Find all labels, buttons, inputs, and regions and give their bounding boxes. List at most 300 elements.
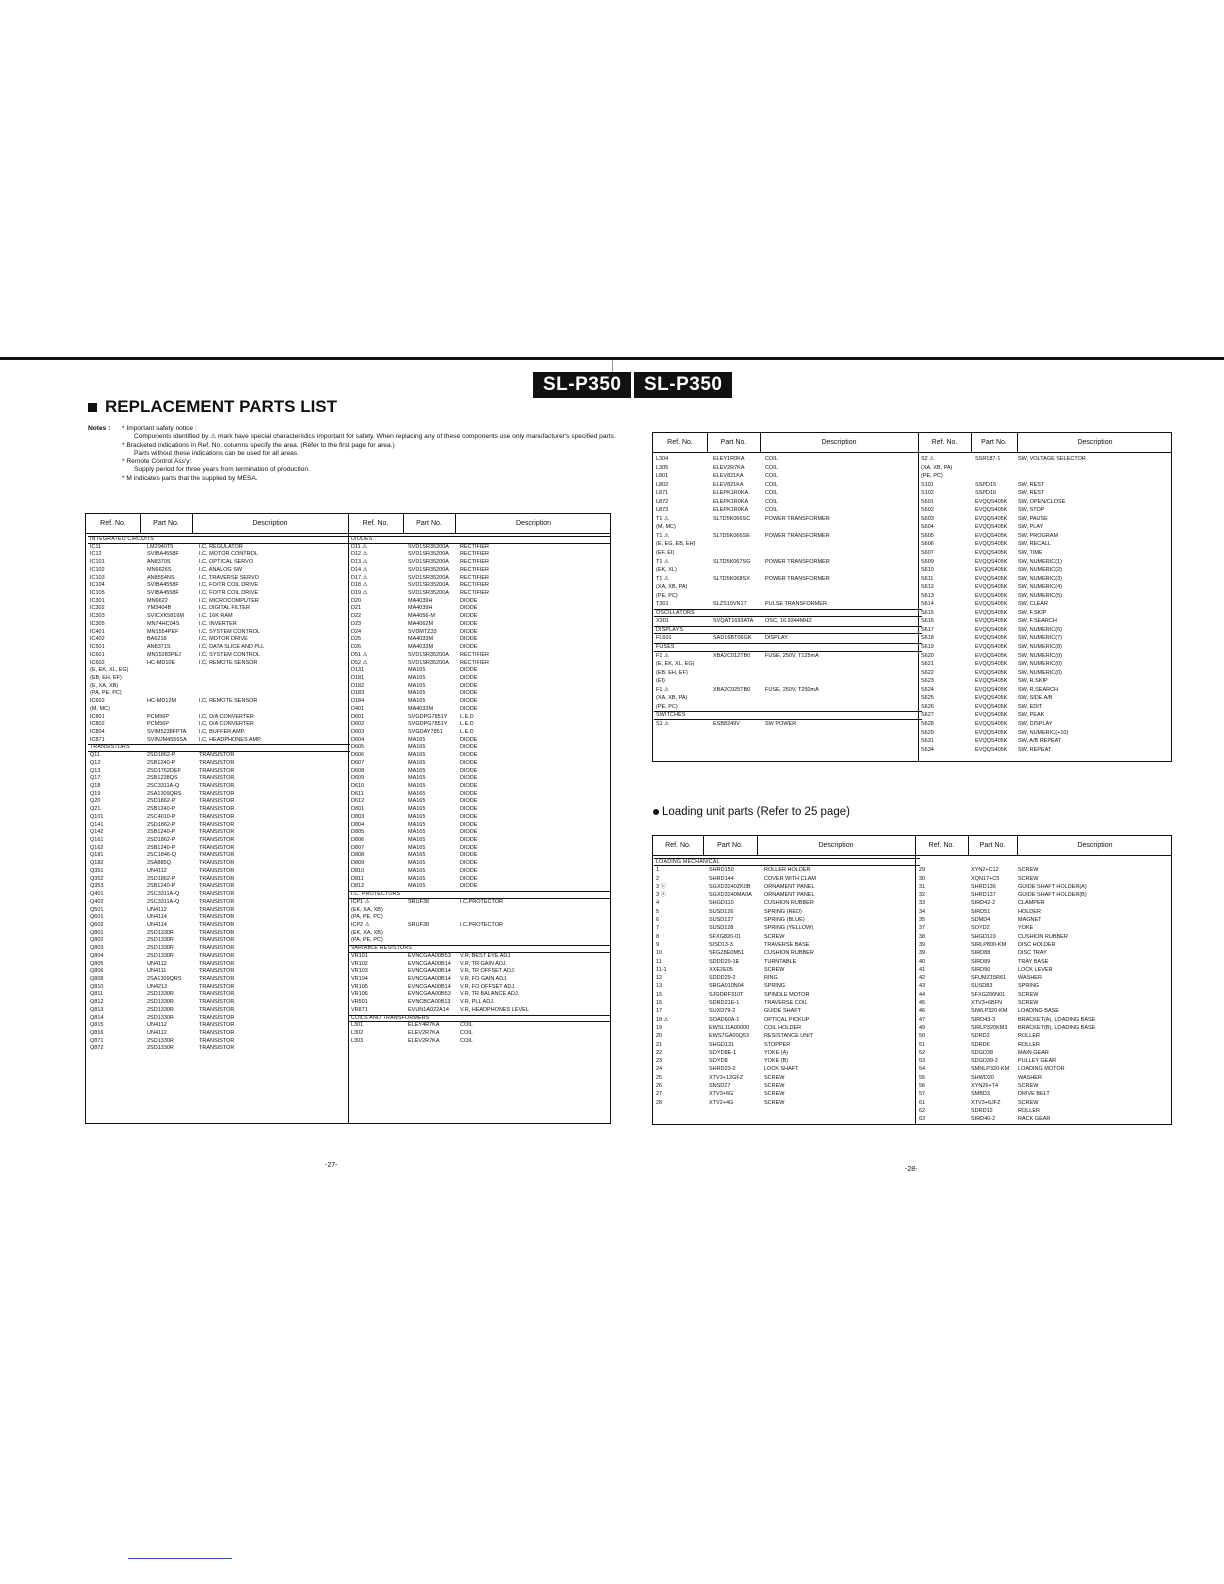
- part-number: SSPD16: [975, 490, 997, 497]
- ref-number: 63: [919, 1116, 926, 1123]
- ref-number: Q161: [90, 837, 104, 844]
- table-row: [656, 464, 920, 473]
- table-row: [656, 472, 920, 481]
- table-row: [90, 613, 348, 621]
- ref-number: Q18: [90, 783, 101, 789]
- ref-number: (E, XA, XB): [90, 682, 119, 689]
- part-number: XTV2+4G: [709, 1099, 734, 1106]
- part-number: SVQAT1693ATA: [713, 618, 754, 625]
- part-description: DIODE: [460, 705, 478, 712]
- part-number: MA165: [408, 844, 426, 851]
- column-header-ref: Ref. No.: [665, 842, 691, 849]
- part-description: COIL: [765, 473, 778, 480]
- part-number: SJGDRF310T: [709, 991, 744, 998]
- part-description: I.C, SYSTEM CONTROL: [199, 628, 261, 635]
- ref-number: T301: [656, 601, 669, 608]
- ref-number: 53: [919, 1058, 926, 1065]
- part-number: XBA2C025TB0: [713, 686, 751, 693]
- part-number: SIWLP320-KM: [971, 1008, 1008, 1015]
- ref-number: S604: [921, 524, 934, 531]
- part-description: SW, NUMERIC(+10): [1018, 729, 1069, 736]
- part-number: SFXG820-01: [709, 933, 742, 940]
- table-row: [90, 706, 348, 714]
- subtitle-text: Loading unit parts (Refer to 25 page): [662, 806, 850, 818]
- part-number: SFUMZ15R61: [971, 975, 1007, 982]
- part-description: COIL: [765, 456, 778, 462]
- ref-number: VR501: [351, 999, 368, 1006]
- part-description: DIODE: [460, 636, 478, 643]
- header-divider: [192, 514, 193, 534]
- ref-number: S626: [921, 703, 934, 710]
- ref-number: 39: [919, 941, 926, 948]
- part-number: MA165: [408, 698, 426, 705]
- table-row: [90, 729, 348, 737]
- part-number: MN74HC04S: [147, 620, 180, 627]
- ref-number: Q101: [90, 813, 104, 820]
- ref-number: 52: [919, 1049, 926, 1056]
- table-row: [919, 858, 1172, 866]
- ref-number: 32: [919, 892, 926, 899]
- ref-number: 44: [919, 991, 926, 998]
- ref-number: (XA, XB, PA): [921, 464, 953, 471]
- table-row: [351, 590, 609, 598]
- part-description: TRANSISTOR: [199, 1037, 235, 1044]
- part-number: UN4111: [147, 968, 167, 975]
- part-number: XXE2E05: [709, 966, 733, 973]
- table-row: [919, 866, 1172, 874]
- header-divider: [971, 433, 972, 453]
- table-row: [90, 714, 348, 722]
- note-line: Components identified by ⚠ mark have special characteristics important for safety. When replacing any of these components use only manufacturer's specified parts.: [134, 433, 616, 441]
- ref-number: L802: [656, 481, 669, 488]
- part-number: SRUF38: [408, 898, 430, 905]
- part-number: SLTD5K066SE: [713, 532, 750, 539]
- part-description: TRANSISTOR: [199, 952, 235, 959]
- ref-number: IC105: [90, 590, 105, 597]
- table-row: [656, 958, 918, 966]
- part-description: TRANSISTOR: [199, 783, 235, 789]
- part-description: V.R, FO OFFSET ADJ.: [460, 983, 516, 990]
- part-description: I.C, MOTOR DRIVE: [199, 636, 248, 643]
- ref-number: 47: [919, 1016, 926, 1023]
- table-row: [656, 1032, 918, 1040]
- part-description: RECTIFIER: [460, 582, 490, 589]
- part-description: SW, NUMERIC(7): [1018, 635, 1062, 642]
- part-description: I.C, BUFFER AMP.: [199, 728, 246, 735]
- ref-number: (EK, XA, XB): [351, 929, 383, 936]
- table-row: [921, 746, 1172, 755]
- part-description: SW, OPEN/CLOSE: [1018, 498, 1066, 505]
- part-description: SW, PAUSE: [1018, 515, 1048, 522]
- part-number: 2SD1862-P: [147, 837, 176, 844]
- ref-number: T1 ⚠: [656, 575, 669, 582]
- table-row: [351, 837, 609, 845]
- notes-label: Notes :: [88, 425, 111, 432]
- ref-number: 17: [656, 1008, 663, 1015]
- part-number: ELEPK1R0KA: [713, 490, 749, 497]
- part-description: DIODE: [460, 682, 478, 689]
- part-description: DIODE: [460, 667, 478, 674]
- part-number: UN4112: [147, 1022, 167, 1029]
- part-description: SCREW: [764, 1091, 785, 1098]
- table-row: [656, 540, 920, 549]
- ref-number: D602: [351, 721, 365, 728]
- ref-number: (E, EK, XL, EG): [90, 667, 129, 674]
- table-row: [656, 506, 920, 515]
- ref-number: 55: [919, 1074, 926, 1081]
- part-description: SCREW: [1018, 1000, 1039, 1007]
- table-row: [351, 1030, 609, 1038]
- table-row: [90, 598, 348, 606]
- table-row: [656, 899, 918, 907]
- ref-number: 56: [919, 1083, 926, 1090]
- ref-number: Q813: [90, 1006, 104, 1013]
- column-divider: [348, 514, 349, 1123]
- ref-number: IC103: [90, 574, 105, 581]
- table-row: [919, 999, 1172, 1007]
- part-number: 2SC3311A-Q: [147, 783, 180, 789]
- part-description: SW, VOLTAGE SELECTOR: [1018, 456, 1086, 462]
- table-row: [351, 683, 609, 691]
- table-row: [921, 540, 1172, 549]
- column-header-ref: Ref. No.: [362, 520, 389, 527]
- part-description: LOCK SHAFT: [764, 1066, 799, 1073]
- column-header-desc: Description: [515, 520, 551, 527]
- part-number: EVQQS405K: [975, 507, 1008, 514]
- part-description: DIODE: [460, 613, 478, 620]
- part-number: SVD1SR35200A: [408, 574, 449, 581]
- table-row: [919, 891, 1172, 899]
- table-row: [656, 974, 918, 982]
- part-description: TRANSISTOR: [199, 790, 235, 797]
- table-row: [656, 875, 918, 883]
- section-heading: TRANSISTORS: [90, 744, 348, 752]
- part-number: UN4112: [147, 906, 167, 913]
- part-description: GUIDE SHAFT: [764, 1008, 801, 1015]
- part-description: RECTIFIER: [460, 566, 490, 573]
- table-row: [656, 669, 920, 678]
- part-number: 2SD1330R: [147, 991, 174, 998]
- ref-number: D181: [351, 674, 365, 681]
- part-number: SRUF38: [408, 921, 430, 928]
- part-description: CUSHION RUBBER: [1018, 933, 1068, 940]
- ref-number: IC602: [90, 698, 105, 705]
- table-row: [656, 966, 918, 974]
- part-description: V.R, TR BALANCE ADJ.: [460, 991, 520, 998]
- part-description: SW, STOP: [1018, 507, 1045, 514]
- ref-number: Q803: [90, 945, 104, 952]
- table-row: [656, 866, 918, 874]
- part-number: EVQQS405K: [975, 678, 1008, 685]
- table-row: [351, 899, 609, 907]
- part-number: 2SD1862-P: [147, 752, 176, 759]
- part-number: EVQQS405K: [975, 669, 1008, 676]
- model-banner-left: SL-P350: [533, 372, 631, 398]
- part-description: SW, R.SEARCH: [1018, 686, 1059, 693]
- part-description: TRANSISTOR: [199, 937, 235, 944]
- part-description: SPRING (YELLOW): [764, 925, 814, 932]
- part-description: SPINDLE MOTOR: [764, 991, 810, 998]
- table-row: [351, 737, 609, 745]
- part-number: EVQQS405K: [975, 609, 1008, 616]
- loading-unit-subtitle: [653, 806, 850, 818]
- part-number: ELEPK1R0KA: [713, 498, 749, 505]
- ref-number: 33: [919, 900, 926, 907]
- table-row: [90, 883, 348, 891]
- part-number: MA4039H: [408, 605, 433, 612]
- note-line: Parts without these indications can be used for all areas.: [134, 449, 299, 457]
- part-number: EVQQS405K: [975, 584, 1008, 591]
- table-row: [921, 575, 1172, 584]
- part-number: XTV3+6JFZ: [971, 1099, 1001, 1106]
- table-row: [351, 644, 609, 652]
- part-description: I.C, MICROCOMPUTER: [199, 597, 259, 604]
- part-number: MA165: [408, 667, 426, 674]
- ref-number: 61: [919, 1099, 926, 1106]
- ref-number: Q17: [90, 775, 101, 782]
- table-row: [656, 575, 920, 584]
- table-row: [919, 933, 1172, 941]
- ref-number: D52 ⚠: [351, 659, 368, 666]
- part-number: SVDMTZ33: [408, 628, 437, 635]
- table-row: [921, 472, 1172, 481]
- table-row: [656, 1099, 918, 1107]
- table-row: [919, 1115, 1172, 1123]
- ref-number: VR104: [351, 975, 368, 982]
- part-description: YOKE (B): [764, 1058, 789, 1065]
- part-description: DIODE: [460, 798, 478, 805]
- table-row: [90, 937, 348, 945]
- part-number: EVQQS405K: [975, 524, 1008, 531]
- ref-number: D611: [351, 790, 364, 797]
- part-number: 2SD1330R: [147, 945, 174, 952]
- table-row: [90, 814, 348, 822]
- ref-number: S1 ⚠: [656, 720, 670, 727]
- part-number: SIRD51: [971, 908, 991, 915]
- ref-number: F1 ⚠: [656, 686, 669, 693]
- part-description: OSC, 16.9344MHZ: [765, 618, 812, 625]
- table-row: [656, 1074, 918, 1082]
- section-heading: COILS AND TRANSFORMERS: [351, 1015, 609, 1023]
- table-row: [656, 720, 920, 729]
- ref-number: S613: [921, 592, 934, 599]
- part-description: TRANSISTOR: [199, 1045, 235, 1052]
- table-row: [351, 999, 609, 1007]
- table-row: [351, 976, 609, 984]
- part-description: TRANSISTOR: [199, 883, 235, 890]
- part-description: I.C, TRAVERSE SERVO: [199, 574, 259, 581]
- part-description: TRANSISTOR: [199, 767, 235, 774]
- part-description: SW, R.SKIP: [1018, 678, 1048, 685]
- part-description: SW, NUMERIC(9): [1018, 652, 1062, 659]
- part-number: MN6626S: [147, 566, 172, 573]
- part-number: SVICXK5816M: [147, 613, 184, 620]
- table-row: [656, 916, 918, 924]
- table-row: [90, 829, 348, 837]
- part-description: TRANSISTOR: [199, 860, 235, 867]
- part-description: SW, NUMERIC(3): [1018, 575, 1062, 582]
- part-description: DIODE: [460, 860, 478, 867]
- part-description: STOPPER: [764, 1041, 791, 1048]
- part-description: DIODE: [460, 644, 478, 651]
- part-description: DISPLAY: [765, 635, 788, 642]
- ref-number: IC101: [90, 559, 105, 566]
- part-description: RECTIFIER: [460, 543, 490, 550]
- part-description: OPTICAL PICKUP: [764, 1016, 810, 1023]
- part-number: MA165: [408, 744, 426, 751]
- table-row: [90, 914, 348, 922]
- part-description: I.C, D/A CONVERTER: [199, 721, 254, 728]
- ref-number: D601: [351, 713, 365, 720]
- table-row: [351, 845, 609, 853]
- part-number: MA165: [408, 736, 426, 743]
- header-divider: [455, 514, 456, 534]
- table-column-right: [351, 536, 609, 1045]
- part-number: SIRLP800-KM: [971, 941, 1007, 948]
- table-row: [919, 958, 1172, 966]
- ref-number: 3 ⓔ: [656, 883, 667, 890]
- table-row: [656, 991, 918, 999]
- part-description: TRANSISTOR: [199, 829, 235, 836]
- part-description: I.C, FO/TR COIL DRIVE: [199, 590, 259, 597]
- part-number: 2SC1846-Q: [147, 852, 177, 859]
- part-number: SMBD3: [971, 1091, 990, 1098]
- ref-number: D803: [351, 813, 365, 820]
- part-description: SW, EDIT: [1018, 703, 1043, 710]
- ref-number: (M, MC): [656, 524, 676, 531]
- part-number: MA4062M: [408, 620, 434, 627]
- ref-number: D801: [351, 806, 365, 813]
- ref-number: (EI): [656, 678, 665, 685]
- part-number: XYN2+C12: [971, 867, 999, 874]
- ref-number: D182: [351, 682, 365, 689]
- table-row: [90, 1038, 348, 1046]
- ref-number: D609: [351, 775, 365, 782]
- part-description: TRANSISTOR: [199, 752, 235, 759]
- ref-number: 26: [656, 1083, 663, 1090]
- table-row: [351, 1022, 609, 1030]
- part-number: UN4114: [147, 921, 167, 928]
- ref-number: Q871: [90, 1037, 104, 1044]
- table-row: [90, 907, 348, 915]
- part-description: DIODE: [460, 806, 478, 813]
- table-row: [656, 660, 920, 669]
- table-row: [351, 575, 609, 583]
- part-number: SVD1SR35200A: [408, 543, 449, 550]
- table-row: [919, 949, 1172, 957]
- part-description: RECTIFIER: [460, 659, 490, 666]
- part-number: SLTD5K068SX: [713, 575, 750, 582]
- table-row: [351, 744, 609, 752]
- ref-number: Q11: [90, 752, 100, 759]
- ref-number: 45: [919, 1000, 926, 1007]
- table-row: [656, 1007, 918, 1015]
- part-description: WASHER: [1018, 975, 1042, 982]
- ref-number: Q810: [90, 983, 104, 990]
- table-column-left: [656, 858, 918, 1107]
- part-number: 2SD1330R: [147, 929, 174, 936]
- table-row: [90, 1022, 348, 1030]
- table-row: [656, 592, 920, 601]
- part-number: SGXD3240ZK0B: [709, 883, 751, 890]
- part-number: SHRD150: [709, 867, 734, 874]
- part-number: EVQQS405K: [975, 532, 1008, 539]
- part-number: EVQQS405K: [975, 652, 1008, 659]
- part-number: SAD16BT06GK: [713, 635, 752, 642]
- part-description: SCREW: [764, 1083, 785, 1090]
- part-number: XTV3+6G: [709, 1091, 734, 1098]
- part-number: MA165: [408, 759, 426, 766]
- part-description: TRANSISTOR: [199, 1006, 235, 1013]
- ref-number: IC11: [90, 543, 102, 550]
- ref-number: Q141: [90, 821, 104, 828]
- ref-number: 10: [656, 950, 663, 957]
- part-description: TRANSISTOR: [199, 914, 235, 921]
- part-number: HC-MD12M: [147, 698, 177, 705]
- table-row: [90, 961, 348, 969]
- header-divider: [707, 433, 708, 453]
- ref-number: Q353: [90, 883, 104, 890]
- part-description: SW, A/B REPEAT: [1018, 738, 1062, 745]
- table-row: [921, 720, 1172, 729]
- part-number: SLTD5K067SG: [713, 558, 751, 565]
- ref-number: 11-1: [656, 966, 667, 973]
- table-row: [919, 1057, 1172, 1065]
- part-description: SCREW: [764, 1099, 785, 1106]
- part-description: LOADING MOTOR: [1018, 1066, 1065, 1073]
- ref-number: 35: [919, 917, 926, 924]
- table-row: [90, 590, 348, 598]
- part-description: DIODE: [460, 783, 478, 789]
- part-number: EVQQS405K: [975, 686, 1008, 693]
- part-number: EVQQS405K: [975, 498, 1008, 505]
- part-description: TRANSISTOR: [199, 999, 235, 1006]
- table-row: [90, 968, 348, 976]
- table-row: [921, 660, 1172, 669]
- part-description: POWER TRANSFORMER: [765, 558, 830, 565]
- table-row: [90, 636, 348, 644]
- table-row: [919, 883, 1172, 891]
- table-row: [351, 698, 609, 706]
- part-number: SMNLP320-KM: [971, 1066, 1010, 1073]
- ref-number: (E, EK, XL, EG): [656, 661, 695, 668]
- column-header-ref: Ref. No.: [100, 520, 126, 527]
- table-row: [351, 798, 609, 806]
- table-row: [921, 498, 1172, 507]
- ref-number: (EB, EH, EF): [656, 669, 688, 676]
- table-row: [90, 791, 348, 799]
- footer-link-line: [128, 1558, 232, 1559]
- ref-number: D11 ⚠: [351, 543, 368, 550]
- ref-number: IC501: [90, 644, 105, 651]
- table-row: [656, 883, 918, 891]
- table-row: [90, 582, 348, 590]
- part-description: TRANSISTOR: [199, 844, 235, 851]
- table-row: [921, 523, 1172, 532]
- table-row: [351, 1038, 609, 1046]
- part-description: V.R, TR GAIN ADJ.: [460, 960, 508, 967]
- table-row: [90, 644, 348, 652]
- ref-number: Q806: [90, 968, 104, 975]
- table-column-right: [921, 455, 1172, 754]
- ref-number: (M, MC): [90, 705, 110, 712]
- page-title-text: REPLACEMENT PARTS LIST: [105, 397, 338, 416]
- table-row: [351, 613, 609, 621]
- part-number: 2SA885Q: [147, 860, 171, 867]
- table-row: [90, 806, 348, 814]
- column-header-desc: Description: [252, 520, 288, 527]
- table-row: [351, 690, 609, 698]
